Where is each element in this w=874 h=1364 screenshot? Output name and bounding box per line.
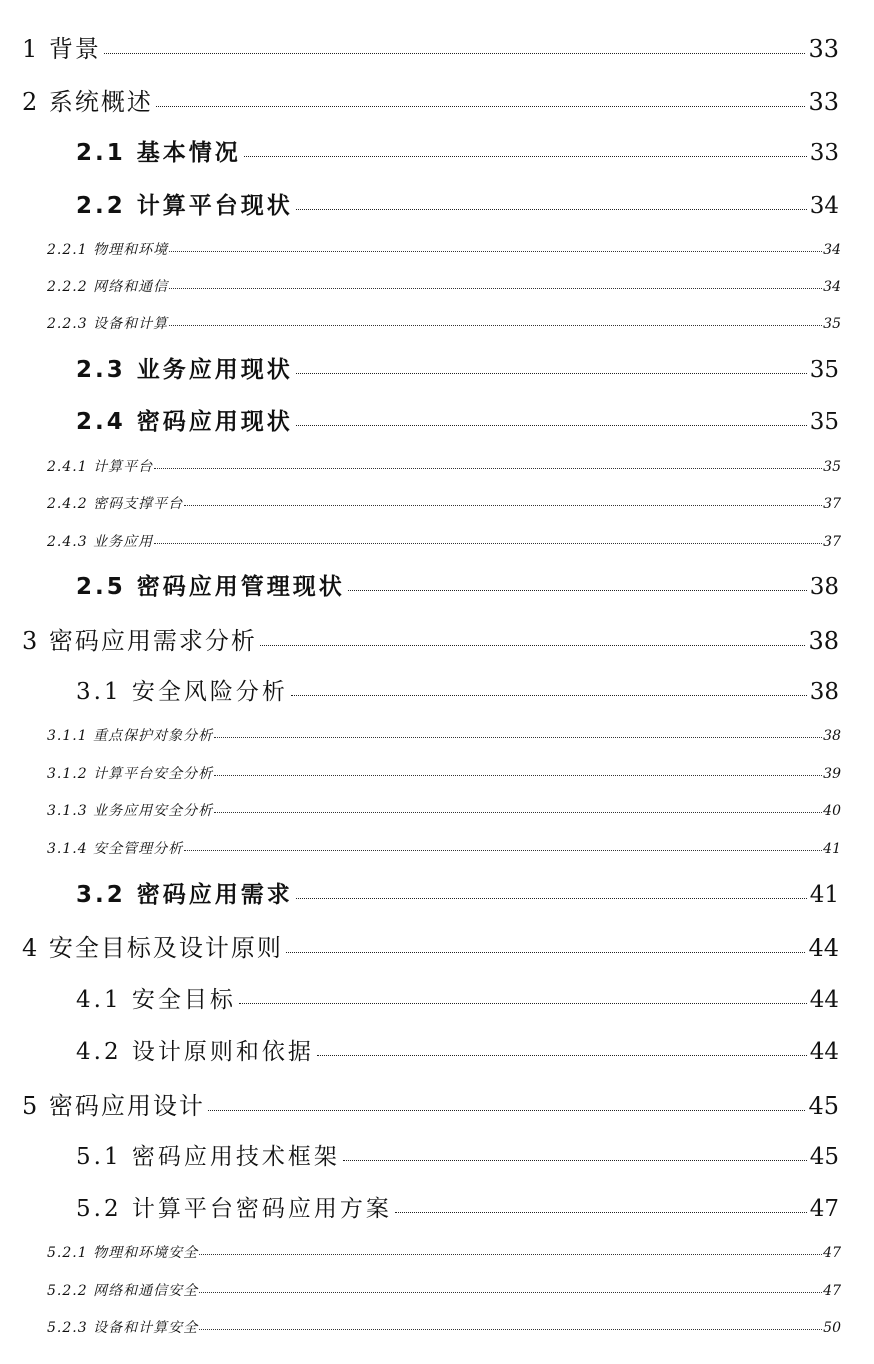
dot-leader xyxy=(296,209,807,210)
toc-page-number: 38 xyxy=(823,728,841,744)
toc-entry-title: 2.2.2 网络和通信 xyxy=(47,279,169,295)
toc-entry-3-1-2[interactable] xyxy=(0,763,874,781)
toc-page-number: 44 xyxy=(809,987,839,1013)
toc-entry-title: 2.1 基本情况 xyxy=(76,140,241,166)
dot-leader xyxy=(156,106,806,107)
toc-page-number: 38 xyxy=(809,679,839,705)
toc-entry-2-4-3[interactable] xyxy=(0,531,874,549)
toc-page-number: 45 xyxy=(809,1144,839,1170)
toc-entry-4-1[interactable] xyxy=(0,981,874,1011)
dot-leader xyxy=(199,1292,822,1293)
dot-leader xyxy=(291,695,807,696)
toc-page-number: 34 xyxy=(809,193,839,219)
toc-entry-title: 3 密码应用需求分析 xyxy=(22,627,257,655)
toc-entry-title: 2.2.1 物理和环境 xyxy=(47,242,169,258)
toc-entry-5-2-2[interactable] xyxy=(0,1280,874,1298)
dot-leader xyxy=(154,543,822,544)
dot-leader xyxy=(239,1003,807,1004)
toc-entry-title: 2.2 计算平台现状 xyxy=(76,193,293,219)
toc-page-number: 33 xyxy=(808,35,839,63)
toc-entry-5-1[interactable] xyxy=(0,1138,874,1168)
dot-leader xyxy=(286,952,806,953)
toc-entry-title: 2.4.1 计算平台 xyxy=(47,459,154,475)
toc-page-number: 39 xyxy=(823,766,841,782)
dot-leader xyxy=(296,373,807,374)
dot-leader xyxy=(104,53,806,54)
toc-page-number: 35 xyxy=(809,409,839,435)
toc-entry-title: 3.2 密码应用需求 xyxy=(76,882,293,908)
toc-entry-2[interactable] xyxy=(0,82,874,116)
toc-page-number: 37 xyxy=(823,496,841,512)
dot-leader xyxy=(317,1055,807,1056)
toc-page-number: 37 xyxy=(823,534,841,550)
toc-page-number: 35 xyxy=(823,316,841,332)
toc-entry-title: 3.1.4 安全管理分析 xyxy=(47,841,184,857)
dot-leader xyxy=(260,645,806,646)
toc-page-number: 50 xyxy=(823,1320,841,1336)
toc-page-number: 44 xyxy=(809,1039,839,1065)
toc-page-number: 34 xyxy=(823,279,841,295)
toc-page-number: 33 xyxy=(809,140,839,166)
dot-leader xyxy=(395,1212,807,1213)
dot-leader xyxy=(199,1254,822,1255)
toc-entry-2-4-2[interactable] xyxy=(0,493,874,511)
dot-leader xyxy=(214,775,822,776)
toc-entry-2-2[interactable] xyxy=(0,187,874,217)
toc-entry-2-5[interactable] xyxy=(0,568,874,598)
toc-entry-3-1-3[interactable] xyxy=(0,800,874,818)
toc-entry-2-4[interactable] xyxy=(0,403,874,433)
toc-entry-4-2[interactable] xyxy=(0,1033,874,1063)
toc-entry-title: 5.2.3 设备和计算安全 xyxy=(47,1320,199,1336)
toc-entry-title: 2.4.2 密码支撑平台 xyxy=(47,496,184,512)
toc-entry-title: 2 系统概述 xyxy=(22,88,153,116)
dot-leader xyxy=(199,1329,822,1330)
toc-entry-4[interactable] xyxy=(0,928,874,962)
toc-entry-3-1-4[interactable] xyxy=(0,838,874,856)
dot-leader xyxy=(296,898,807,899)
toc-page-number: 47 xyxy=(823,1245,841,1261)
toc-page-number: 47 xyxy=(809,1196,839,1222)
toc-entry-3-1-1[interactable] xyxy=(0,725,874,743)
toc-page-number: 35 xyxy=(809,357,839,383)
toc-page-number: 41 xyxy=(823,841,841,857)
toc-entry-title: 4 安全目标及设计原则 xyxy=(22,934,283,962)
toc-entry-5-2-1[interactable] xyxy=(0,1242,874,1260)
dot-leader xyxy=(343,1160,807,1161)
toc-page-number: 38 xyxy=(808,627,839,655)
toc-entry-title: 3.1.2 计算平台安全分析 xyxy=(47,766,214,782)
toc-entry-title: 5.2 计算平台密码应用方案 xyxy=(76,1196,392,1222)
toc-page-number: 47 xyxy=(823,1283,841,1299)
toc-entry-5-2-3[interactable] xyxy=(0,1317,874,1335)
toc-page-number: 33 xyxy=(808,88,839,116)
toc-entry-title: 2.2.3 设备和计算 xyxy=(47,316,169,332)
toc-entry-2-2-1[interactable] xyxy=(0,239,874,257)
toc-entry-2-2-3[interactable] xyxy=(0,313,874,331)
toc-entry-title: 5.2.2 网络和通信安全 xyxy=(47,1283,199,1299)
toc-page-number: 41 xyxy=(809,882,839,908)
toc-entry-title: 4.2 设计原则和依据 xyxy=(76,1039,314,1065)
dot-leader xyxy=(169,288,822,289)
toc-page-number: 44 xyxy=(808,934,839,962)
toc-page-number: 45 xyxy=(808,1092,839,1120)
toc-entry-title: 3.1.1 重点保护对象分析 xyxy=(47,728,214,744)
toc-entry-2-3[interactable] xyxy=(0,351,874,381)
toc-entry-title: 2.3 业务应用现状 xyxy=(76,357,293,383)
dot-leader xyxy=(169,325,822,326)
toc-entry-2-2-2[interactable] xyxy=(0,276,874,294)
dot-leader xyxy=(154,468,822,469)
toc-entry-title: 3.1 安全风险分析 xyxy=(76,679,288,705)
toc-entry-title: 1 背景 xyxy=(22,35,101,63)
dot-leader xyxy=(184,850,822,851)
dot-leader xyxy=(214,737,822,738)
toc-entry-title: 3.1.3 业务应用安全分析 xyxy=(47,803,214,819)
toc-page-number: 35 xyxy=(823,459,841,475)
toc-entry-title: 2.4.3 业务应用 xyxy=(47,534,154,550)
toc-page-number: 40 xyxy=(823,803,841,819)
dot-leader xyxy=(184,505,822,506)
toc-entry-2-4-1[interactable] xyxy=(0,456,874,474)
toc-entry-title: 2.4 密码应用现状 xyxy=(76,409,293,435)
toc-entry-title: 5 密码应用设计 xyxy=(22,1092,205,1120)
toc-entry-title: 5.1 密码应用技术框架 xyxy=(76,1144,340,1170)
dot-leader xyxy=(208,1110,806,1111)
dot-leader xyxy=(296,425,807,426)
dot-leader xyxy=(244,156,807,157)
dot-leader xyxy=(348,590,807,591)
dot-leader xyxy=(169,251,822,252)
toc-entry-1[interactable] xyxy=(0,29,874,63)
toc-entry-3[interactable] xyxy=(0,621,874,655)
dot-leader xyxy=(214,812,822,813)
toc-entry-title: 5.2.1 物理和环境安全 xyxy=(47,1245,199,1261)
toc-page-number: 38 xyxy=(809,574,839,600)
toc-entry-3-1[interactable] xyxy=(0,673,874,703)
toc-entry-5-2[interactable] xyxy=(0,1190,874,1220)
toc-entry-5[interactable] xyxy=(0,1086,874,1120)
toc-entry-3-2[interactable] xyxy=(0,876,874,906)
toc-entry-title: 2.5 密码应用管理现状 xyxy=(76,574,345,600)
toc-page-number: 34 xyxy=(823,242,841,258)
toc-entry-title: 4.1 安全目标 xyxy=(76,987,236,1013)
toc-entry-2-1[interactable] xyxy=(0,134,874,164)
